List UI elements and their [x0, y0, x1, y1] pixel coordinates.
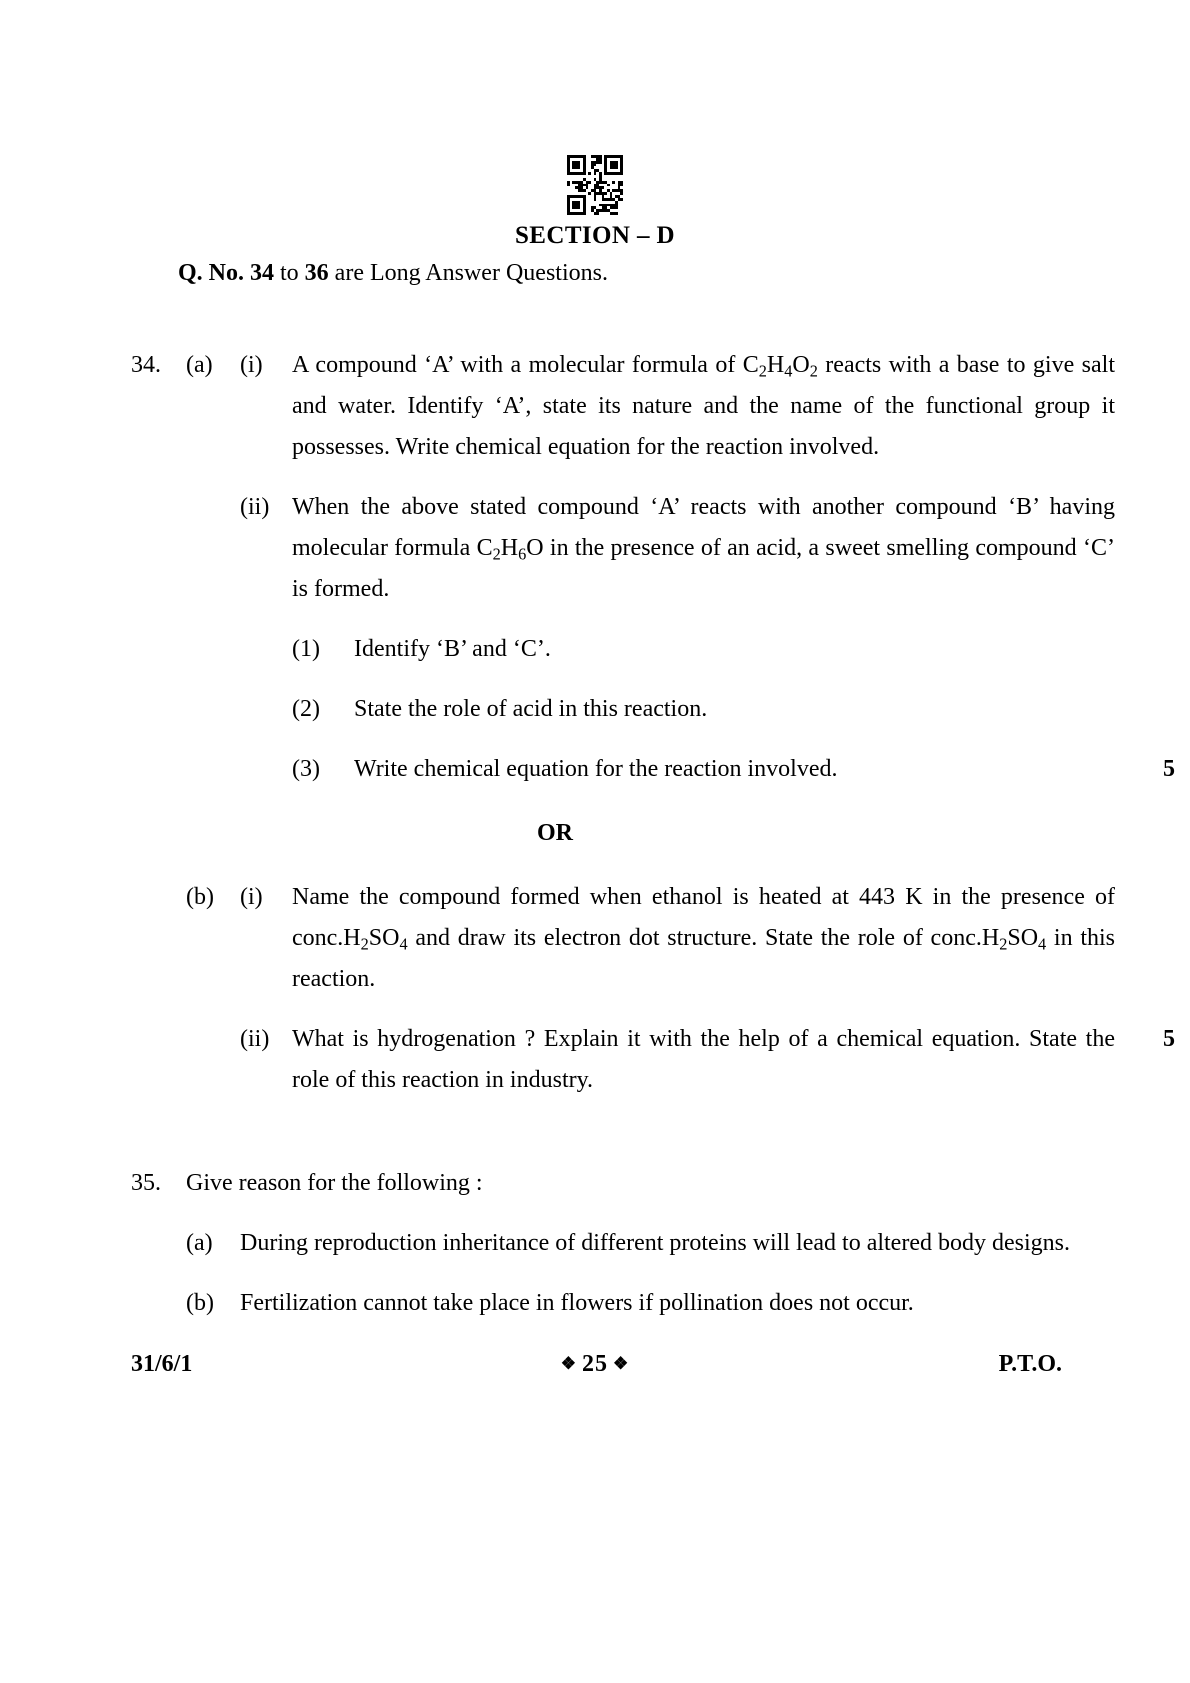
ornament-right-icon: ❖ — [613, 1354, 630, 1373]
frag: Name the compound formed when ethanol is heated at 443 K in the presence of conc.H — [292, 884, 1115, 951]
question-34-a-i-text — [292, 345, 1115, 468]
question-34-a-i — [0, 345, 1190, 468]
page-footer — [0, 1351, 1190, 1378]
frag: SO — [1007, 925, 1039, 951]
instruction-question-range-start: Q. No. 34 — [178, 260, 274, 286]
question-35-a-label: (a) — [186, 1230, 213, 1256]
qr-code-container — [0, 155, 1190, 215]
subscript: 4 — [784, 361, 793, 381]
question-34-a-ii-label: (ii) — [240, 494, 270, 520]
instruction-tail: are Long Answer Questions. — [328, 260, 608, 286]
subscript: 2 — [360, 934, 369, 954]
qr-code-icon — [567, 155, 623, 215]
subscript: 4 — [1038, 934, 1047, 954]
question-34-a-ii-1-text: Identify ‘B’ and ‘C’. — [354, 636, 551, 662]
question-34-a-ii — [0, 487, 1190, 610]
questions-body — [0, 345, 1190, 1324]
question-34-a-ii-1 — [0, 629, 1190, 670]
instruction-question-range-end: 36 — [304, 260, 329, 286]
frag: When the above stated compound ‘A’ reacts with another compound ‘B’ having molecular formula C — [292, 494, 1115, 561]
subscript: 6 — [518, 544, 527, 564]
section-heading: SECTION – D — [515, 222, 675, 249]
subscript: 4 — [399, 934, 408, 954]
question-35-a-text: During reproduction inheritance of different proteins will lead to altered body designs. — [240, 1230, 1070, 1256]
page-number: 25 — [582, 1351, 608, 1377]
question-34-b-ii — [0, 1019, 1190, 1101]
ornament-left-icon: ❖ — [560, 1354, 577, 1373]
paper-code: 31/6/1 — [131, 1351, 193, 1377]
pto-label: P.T.O. — [998, 1351, 1062, 1377]
question-34-b-i-label: (i) — [240, 884, 263, 910]
frag: O — [792, 352, 810, 378]
question-34-a-ii-2-text: State the role of acid in this reaction. — [354, 696, 708, 722]
frag: and draw its electron dot structure. State the role of conc.H — [407, 925, 1000, 951]
subscript: 2 — [758, 361, 767, 381]
question-34-b-i-text — [292, 877, 1115, 1000]
instruction-connector: to — [274, 260, 305, 286]
question-34-a-ii-3-label: (3) — [292, 756, 320, 782]
question-34-a-ii-3 — [0, 749, 1190, 790]
question-35-b-text: Fertilization cannot take place in flowers if pollination does not occur. — [240, 1290, 914, 1316]
marks-34-b: 5 — [1163, 1026, 1175, 1052]
question-35-a — [0, 1223, 1190, 1264]
question-34-a-ii-3-text: Write chemical equation for the reaction involved. — [354, 756, 838, 782]
question-35-stem-row — [0, 1163, 1190, 1204]
frag: H — [500, 535, 519, 561]
subscript: 2 — [809, 361, 818, 381]
marks-34-a: 5 — [1163, 756, 1175, 782]
frag: SO — [368, 925, 400, 951]
question-34-b-ii-label: (ii) — [240, 1026, 270, 1052]
question-34-a-i-label: (i) — [240, 352, 263, 378]
frag: O in the presence of an acid, a sweet smelling compound ‘C’ is formed. — [292, 535, 1115, 602]
frag: H — [766, 352, 785, 378]
frag: reacts with a base to give salt and water. Identify ‘A’, state its nature and the name of the functional group it possesses. Write chemical equation for the reaction involved. — [292, 352, 1115, 460]
question-34-a-ii-2 — [0, 689, 1190, 730]
question-34-option-b-label: (b) — [186, 884, 214, 910]
frag: in this reaction. — [292, 925, 1115, 992]
question-34-option-a-label: (a) — [186, 352, 213, 378]
question-34-a-ii-2-label: (2) — [292, 696, 320, 722]
question-34-b-ii-text: What is hydrogenation ? Explain it with the help of a chemical equation. State the role of this reaction in industry. — [292, 1026, 1115, 1093]
question-35-stem: Give reason for the following : — [186, 1170, 483, 1196]
frag: A compound ‘A’ with a molecular formula of C — [292, 352, 759, 378]
question-number-34: 34. — [131, 352, 161, 378]
question-34-a-ii-text — [292, 487, 1115, 610]
subscript: 2 — [999, 934, 1008, 954]
subscript: 2 — [492, 544, 501, 564]
question-34-b-i — [0, 877, 1190, 1000]
question-35-b — [0, 1283, 1190, 1324]
question-35-b-label: (b) — [186, 1290, 214, 1316]
question-number-35: 35. — [131, 1170, 161, 1196]
or-separator: OR — [537, 820, 573, 846]
question-34-a-ii-1-label: (1) — [292, 636, 320, 662]
section-instruction — [178, 260, 608, 287]
